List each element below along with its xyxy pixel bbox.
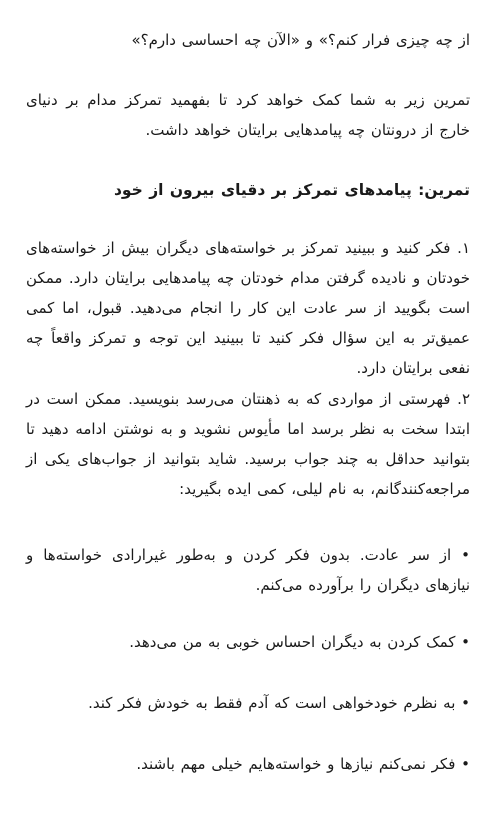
bullet-item-helping-others: • کمک کردن به دیگران احساس خوبی به من می‌دهد. xyxy=(129,633,470,651)
bullet-item-selfishness: • به نظرم خودخواهی است که آدم فقط به خودش فکر کند. xyxy=(88,694,470,712)
bullet-item-needs-not-important: • فکر نمی‌کنم نیازها و خواسته‌هایم خیلی مهم باشند. xyxy=(136,755,470,773)
intro-line: از چه چیزی فرار کنم؟» و «الآن چه احساسی دارم؟» xyxy=(131,31,470,49)
bullet-item-habit: • از سر عادت. بدون فکر کردن و به‌طور غیرارادی خواسته‌ها و نیازهای دیگران را برآورده می‌کنم. xyxy=(26,546,470,594)
exercise-intro-paragraph: تمرین زیر به شما کمک خواهد کرد تا بفهمید تمرکز مدام بر دنیای خارج از درونتان چه پیامدهایی برایتان خواهد داشت. xyxy=(26,91,470,139)
step-2-paragraph: ۲. فهرستی از مواردی که به ذهنتان می‌رسد بنویسید. ممکن است در ابتدا سخت به نظر برسد اما مأیوس نشوید و به نوشتن ادامه دهید تا بتوانید حداقل به چند جواب برسید. شاید بتوانید از جواب‌های یکی از مراجعه‌کنندگانم، به نام لیلی، کمی ایده بگیرید: xyxy=(26,390,470,498)
exercise-title: تمرین: پیامدهای تمرکز بر دقیای بیرون از خود xyxy=(113,181,470,199)
step-1-paragraph: ۱. فکر کنید و ببینید تمرکز بر خواسته‌های دیگران بیش از خواسته‌های خودتان و نادیده گرفتن مدام خودتان چه پیامدهایی برایتان دارد. ممکن است بگویید از سر عادت این کار را انجام می‌دهید. قبول، اما کمی عمیق‌تر به این سؤال فکر کنید تا ببینید این توجه و تمرکز واقعاً چه نفعی برایتان دارد. xyxy=(26,239,470,377)
